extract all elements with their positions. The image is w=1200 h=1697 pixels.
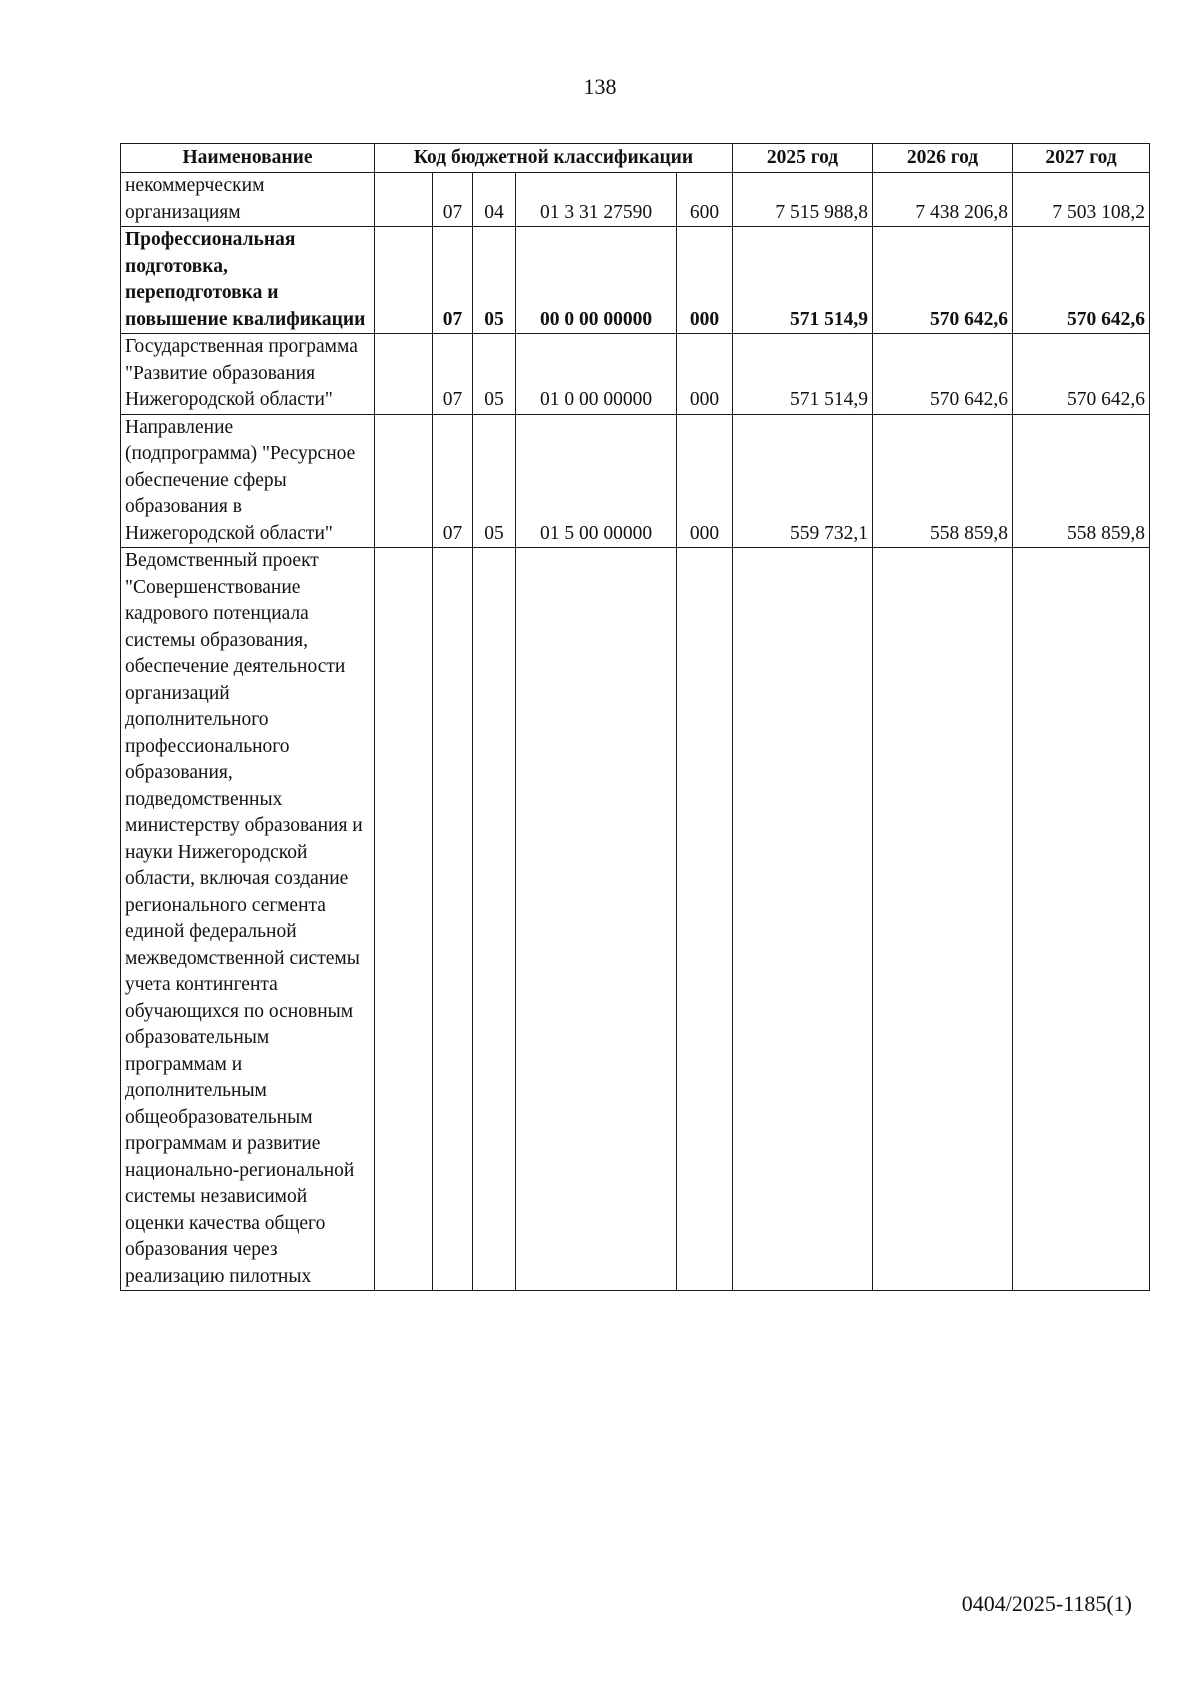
page-number: 138 — [583, 74, 617, 99]
row-section: 07 — [433, 227, 473, 334]
row-amount-2027: 558 859,8 — [1013, 414, 1150, 548]
row-code-blank — [375, 414, 433, 548]
row-target-article: 01 0 00 00000 — [516, 334, 677, 415]
row-expense-type: 000 — [677, 334, 733, 415]
row-amount-2025: 559 732,1 — [733, 414, 873, 548]
row-subsection — [473, 548, 516, 1291]
table-header-row — [121, 144, 1150, 173]
row-code-blank — [375, 334, 433, 415]
row-code-blank — [375, 548, 433, 1291]
budget-table — [120, 143, 1150, 1291]
row-amount-2026: 558 859,8 — [873, 414, 1013, 548]
row-subsection: 05 — [473, 227, 516, 334]
row-name: Направление (подпрограмма) "Ресурсное обеспечение сферы образования в Нижегородской области" — [121, 414, 375, 548]
table-row — [121, 548, 1150, 1291]
row-target-article — [516, 548, 677, 1291]
row-name: Государственная программа "Развитие образования Нижегородской области" — [121, 334, 375, 415]
header-year-2027: 2027 год — [1013, 144, 1150, 173]
header-year-2026: 2026 год — [873, 144, 1013, 173]
row-section: 07 — [433, 334, 473, 415]
row-amount-2025: 571 514,9 — [733, 334, 873, 415]
row-amount-2026: 570 642,6 — [873, 334, 1013, 415]
table-row — [121, 173, 1150, 227]
row-amount-2026 — [873, 548, 1013, 1291]
document-id: 0404/2025-1185(1) — [961, 1591, 1132, 1616]
row-expense-type: 000 — [677, 227, 733, 334]
row-amount-2027: 7 503 108,2 — [1013, 173, 1150, 227]
row-subsection: 05 — [473, 414, 516, 548]
row-section — [433, 548, 473, 1291]
row-target-article: 01 5 00 00000 — [516, 414, 677, 548]
table-row — [121, 227, 1150, 334]
row-name: Профессиональная подготовка, переподготовка и повышение квалификации — [121, 227, 375, 334]
row-expense-type: 000 — [677, 414, 733, 548]
row-code-blank — [375, 173, 433, 227]
header-year-2025: 2025 год — [733, 144, 873, 173]
row-name: некоммерческим организациям — [121, 173, 375, 227]
row-amount-2026: 570 642,6 — [873, 227, 1013, 334]
row-amount-2025: 7 515 988,8 — [733, 173, 873, 227]
row-expense-type: 600 — [677, 173, 733, 227]
row-section: 07 — [433, 173, 473, 227]
row-expense-type — [677, 548, 733, 1291]
row-target-article: 01 3 31 27590 — [516, 173, 677, 227]
header-code: Код бюджетной классификации — [375, 144, 733, 173]
row-subsection: 04 — [473, 173, 516, 227]
row-code-blank — [375, 227, 433, 334]
row-amount-2027: 570 642,6 — [1013, 334, 1150, 415]
row-target-article: 00 0 00 00000 — [516, 227, 677, 334]
header-name: Наименование — [121, 144, 375, 173]
row-amount-2025: 571 514,9 — [733, 227, 873, 334]
row-amount-2027 — [1013, 548, 1150, 1291]
row-name: Ведомственный проект "Совершенствование кадрового потенциала системы образования, обеспечение деятельности организаций дополнительного профессионального образования, подведомственных министерству образования и науки Нижегородской области, включая создание регионального сегмента единой федеральной межведомственной системы учета контингента обучающихся по основным образовательным программам и дополнительным общеобразовательным программам и развитие национально-региональной системы независимой оценки качества общего образования через реализацию пилотных — [121, 548, 375, 1291]
row-subsection: 05 — [473, 334, 516, 415]
row-amount-2025 — [733, 548, 873, 1291]
row-section: 07 — [433, 414, 473, 548]
row-amount-2027: 570 642,6 — [1013, 227, 1150, 334]
table-body — [121, 173, 1150, 1291]
row-amount-2026: 7 438 206,8 — [873, 173, 1013, 227]
table-row — [121, 334, 1150, 415]
table-row — [121, 414, 1150, 548]
